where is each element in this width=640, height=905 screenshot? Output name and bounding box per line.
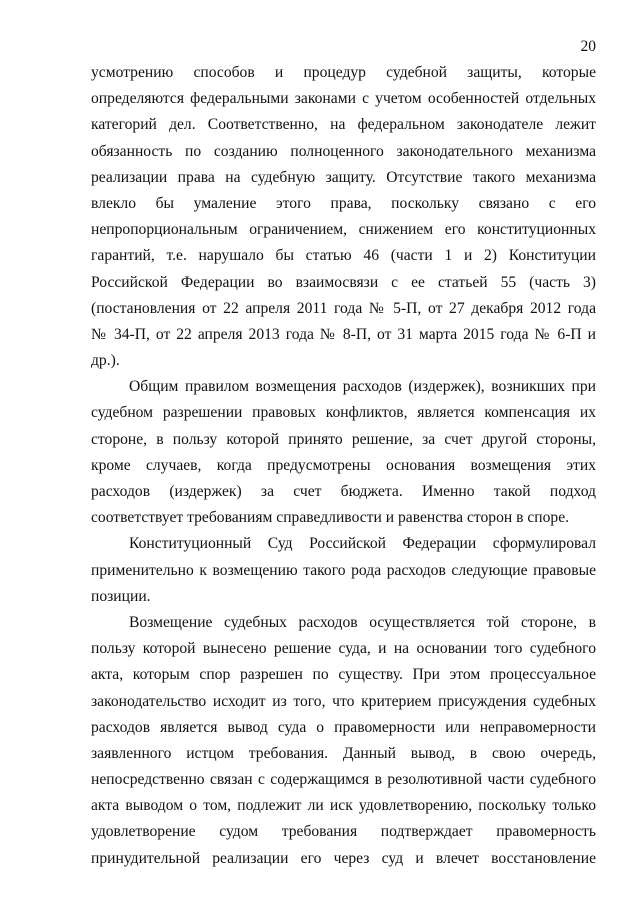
text-line: применительно к возмещению такого рода расходов следующие правовые [91, 561, 596, 579]
text-line: акта выводом о том, подлежит ли иск удовлетворению, поскольку только [91, 797, 596, 815]
text-line: стороне, в пользу которой принято решение, за счет другой стороны, [91, 430, 596, 448]
body-text [91, 60, 596, 872]
text-line: Российской Федерации во взаимосвязи с ее статьей 55 (часть 3) [91, 273, 596, 291]
text-line: обязанность по созданию полноценного законодательного механизма [91, 142, 596, 160]
text-line: кроме случаев, когда предусмотрены основания возмещения этих [91, 456, 596, 474]
text-line: соответствует требованиям справедливости и равенства сторон в споре. [91, 509, 570, 527]
page-number: 20 [580, 38, 596, 55]
text-line: реализации права на судебную защиту. Отсутствие такого механизма [91, 168, 596, 186]
text-line: непосредственно связан с содержащимся в резолютивной части судебного [91, 771, 596, 789]
text-line: № 34-П, от 22 апреля 2013 года № 8-П, от 31 марта 2015 года № 6-П и [91, 325, 596, 343]
text-line: пользу которой вынесено решение суда, и на основании того судебного [91, 640, 596, 658]
text-line: усмотрению способов и процедур судебной защиты, которые [91, 64, 596, 81]
text-line: судебном разрешении правовых конфликтов, является компенсация их [91, 404, 596, 422]
text-line: позиции. [91, 587, 151, 605]
text-line: акта, которым спор разрешен по существу. При этом процессуальное [91, 666, 596, 684]
text-line: категорий дел. Соответственно, на федеральном законодателе лежит [91, 116, 596, 134]
text-line: Конституционный Суд Российской Федерации сформулировал [129, 535, 596, 553]
text-line: расходов (издержек) за счет бюджета. Именно такой подход [91, 483, 596, 500]
text-line: определяются федеральными законами с учетом особенностей отдельных [91, 90, 596, 108]
text-line: расходов является вывод суда о правомерности или неправомерности [91, 718, 596, 736]
text-line: непропорциональным ограничением, снижением его конституционных [91, 221, 596, 239]
text-line: Возмещение судебных расходов осуществляется той стороне, в [129, 613, 596, 631]
text-line: гарантий, т.е. нарушало бы статью 46 (части 1 и 2) Конституции [91, 247, 596, 265]
text-line: удовлетворение судом требования подтверждает правомерность [91, 823, 596, 841]
text-line: (постановления от 22 апреля 2011 года № 5-П, от 27 декабря 2012 года [91, 299, 596, 317]
text-line: Общим правилом возмещения расходов (издержек), возникших при [129, 378, 596, 396]
text-line: влекло бы умаление этого права, поскольку связано с его [91, 194, 596, 212]
text-line: др.). [91, 352, 120, 370]
text-line: заявленного истцом требования. Данный вывод, в свою очередь, [91, 744, 596, 762]
text-line: законодательство исходит из того, что критерием присуждения судебных [91, 692, 596, 710]
text-line: принудительной реализации его через суд и влечет восстановление [91, 849, 596, 867]
